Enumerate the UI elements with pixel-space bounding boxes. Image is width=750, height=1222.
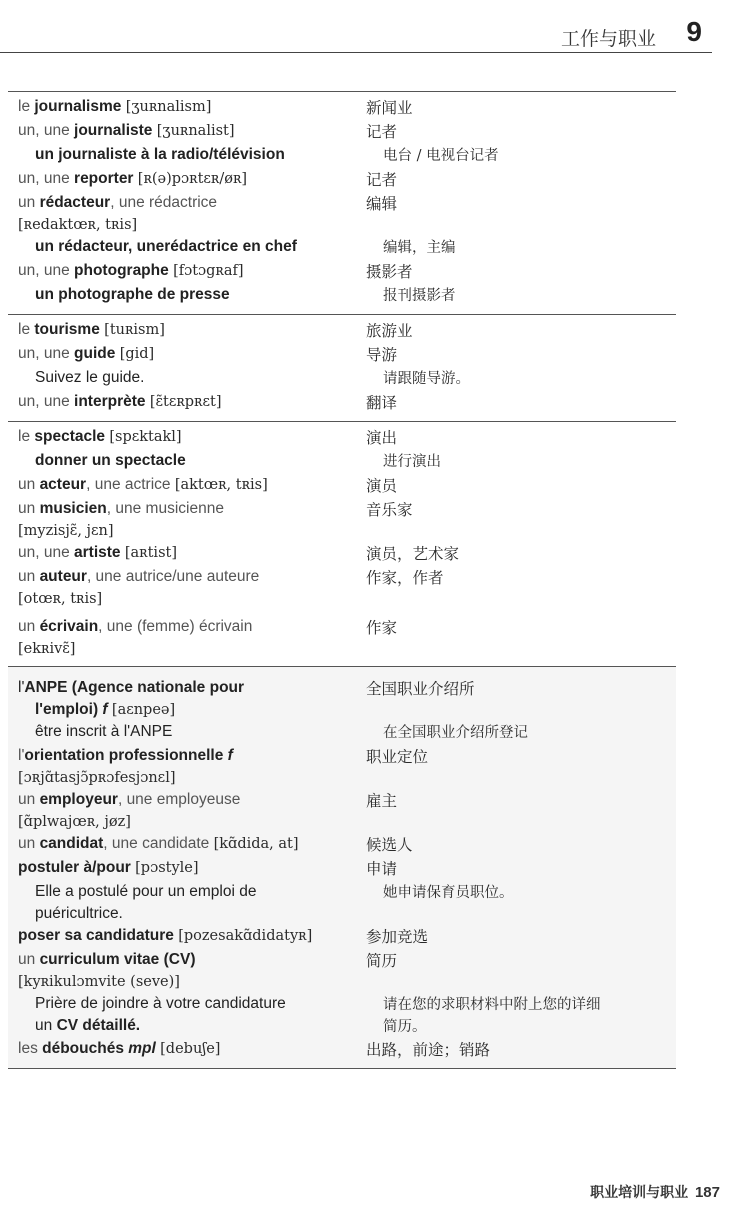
example-row [8,236,676,260]
example-row [8,881,676,925]
vocab-entry [8,949,676,993]
chinese-translation: 简历 [366,952,398,970]
chinese-translation: 编辑 [366,195,398,213]
french-term: un employeur, une employeuse [ɑ̃plwajœʀ, jøz] [18,791,241,830]
vocab-section [8,315,676,422]
example-row [8,144,676,168]
french-term: un écrivain, une (femme) écrivain [ekʀivɛ̃] [18,618,253,657]
vocab-entry [8,925,676,949]
chinese-translation: 请跟随导游。 [383,371,470,387]
chinese-translation: 记者 [366,123,398,141]
french-term: le journalisme [ʒuʀnalism] [18,98,212,115]
french-term: le tourisme [tuʀism] [18,321,165,338]
page-header [0,18,712,53]
french-term: un photographe de presse [35,286,230,303]
chinese-translation: 全国职业介绍所 [366,680,475,698]
vocabulary-table [8,91,676,1069]
vocab-entry [8,426,676,450]
french-term: donner un spectacle [35,452,186,469]
chinese-translation: 请在您的求职材料中附上您的详细 简历。 [383,997,601,1035]
chinese-translation: 演员，艺术家 [366,545,460,563]
vocab-entry [8,343,676,367]
vocab-entry [8,319,676,343]
vocab-entry [8,833,676,857]
example-row [8,284,676,308]
vocab-entry [8,789,676,833]
chinese-translation: 职业定位 [366,748,429,766]
chinese-translation: 报刊摄影者 [383,288,456,304]
chinese-translation: 她申请保育员职位。 [383,885,514,901]
chinese-translation: 演出 [366,429,398,447]
chinese-translation: 翻译 [366,394,398,412]
vocab-entry [8,168,676,192]
chinese-translation: 申请 [366,860,398,878]
vocab-entry [8,260,676,284]
chinese-translation: 旅游业 [366,322,413,340]
chinese-translation: 出路，前途；销路 [366,1041,491,1059]
french-term: Prière de joindre à votre candidature un CV détaillé. [35,995,286,1034]
french-term: un candidat, une candidate [kɑ̃dida, at] [18,835,299,852]
french-term: un, une photographe [fɔtɔgʀaf] [18,262,244,279]
vocab-entry [8,96,676,120]
chapter-number: 9 [686,16,702,47]
french-term: un journaliste à la radio/télévision [35,146,285,163]
chinese-translation: 电台 / 电视台记者 [383,148,499,164]
chinese-translation: 作家，作者 [366,569,444,587]
chapter-title: 工作与职业 [560,28,656,50]
french-term: un rédacteur, unerédactrice en chef [35,238,297,255]
french-term: Elle a postulé pour un emploi de puéricultrice. [35,883,257,922]
chinese-translation: 新闻业 [366,99,413,117]
french-term: les débouchés mpl [debuʃe] [18,1040,221,1057]
vocab-entry [8,192,676,236]
french-term: un rédacteur, une rédactrice [ʀedaktœʀ, tʀis] [18,194,218,233]
chinese-translation: 演员 [366,477,398,495]
french-term: Suivez le guide. [35,369,145,386]
french-term: un curriculum vitae (CV) [kyʀikulɔmvite (seve)] [18,951,196,990]
french-term: un acteur, une actrice [aktœʀ, tʀis] [18,476,268,493]
french-term: être inscrit à l'ANPE [35,723,173,740]
example-row [8,993,676,1038]
french-term: poser sa candidature [pozesakɑ̃didatyʀ] [18,927,313,944]
vocab-entry [8,677,676,721]
vocab-section [8,92,676,315]
vocab-entry [8,498,676,542]
chinese-translation: 雇主 [366,792,398,810]
french-term: un, une interprète [ɛ̃tɛʀpʀɛt] [18,393,222,410]
vocab-entry [8,542,676,566]
vocab-entry [8,120,676,144]
french-term: postuler à/pour [pɔstyle] [18,859,199,876]
chinese-translation: 编辑，主编 [383,240,456,256]
example-row [8,721,676,745]
chinese-translation: 候选人 [366,836,413,854]
chinese-translation: 参加竞选 [366,928,429,946]
page-number: 187 [694,1184,720,1201]
chinese-translation: 记者 [366,171,398,189]
chinese-translation: 作家 [366,619,398,637]
page-footer [590,1182,720,1202]
chinese-translation: 导游 [366,346,398,364]
chinese-translation: 进行演出 [383,454,441,470]
french-term: un auteur, une autrice/une auteure [otœʀ, tʀis] [18,568,260,607]
french-term: un musicien, une musicienne [myzisjɛ̃, jɛn] [18,500,224,539]
french-term: un, une reporter [ʀ(ə)pɔʀtɛʀ/øʀ] [18,170,248,187]
chinese-translation: 摄影者 [366,263,413,281]
french-term: le spectacle [spɛktakl] [18,428,182,445]
french-term: un, une guide [gid] [18,345,155,362]
vocab-entry [8,474,676,498]
vocab-entry [8,745,676,789]
vocab-entry [8,391,676,415]
vocab-entry [8,1038,676,1062]
vocab-section [8,667,676,1069]
vocab-entry [8,857,676,881]
french-term: un, une artiste [aʀtist] [18,544,177,561]
vocab-entry [8,566,676,610]
vocab-section [8,422,676,667]
french-term: l'ANPE (Agence nationale pour l'emploi) f [aɛnpeə] [18,679,245,718]
footer-label: 职业培训与职业 [590,1185,689,1201]
chinese-translation: 在全国职业介绍所登记 [383,725,528,741]
example-row [8,450,676,474]
french-term: l'orientation professionnelle f [ɔʀjɑ̃tasjɔ̃pʀɔfesjɔnɛl] [18,747,233,786]
vocab-entry [8,616,676,660]
french-term: un, une journaliste [ʒuʀnalist] [18,122,235,139]
example-row [8,367,676,391]
chinese-translation: 音乐家 [366,501,413,519]
